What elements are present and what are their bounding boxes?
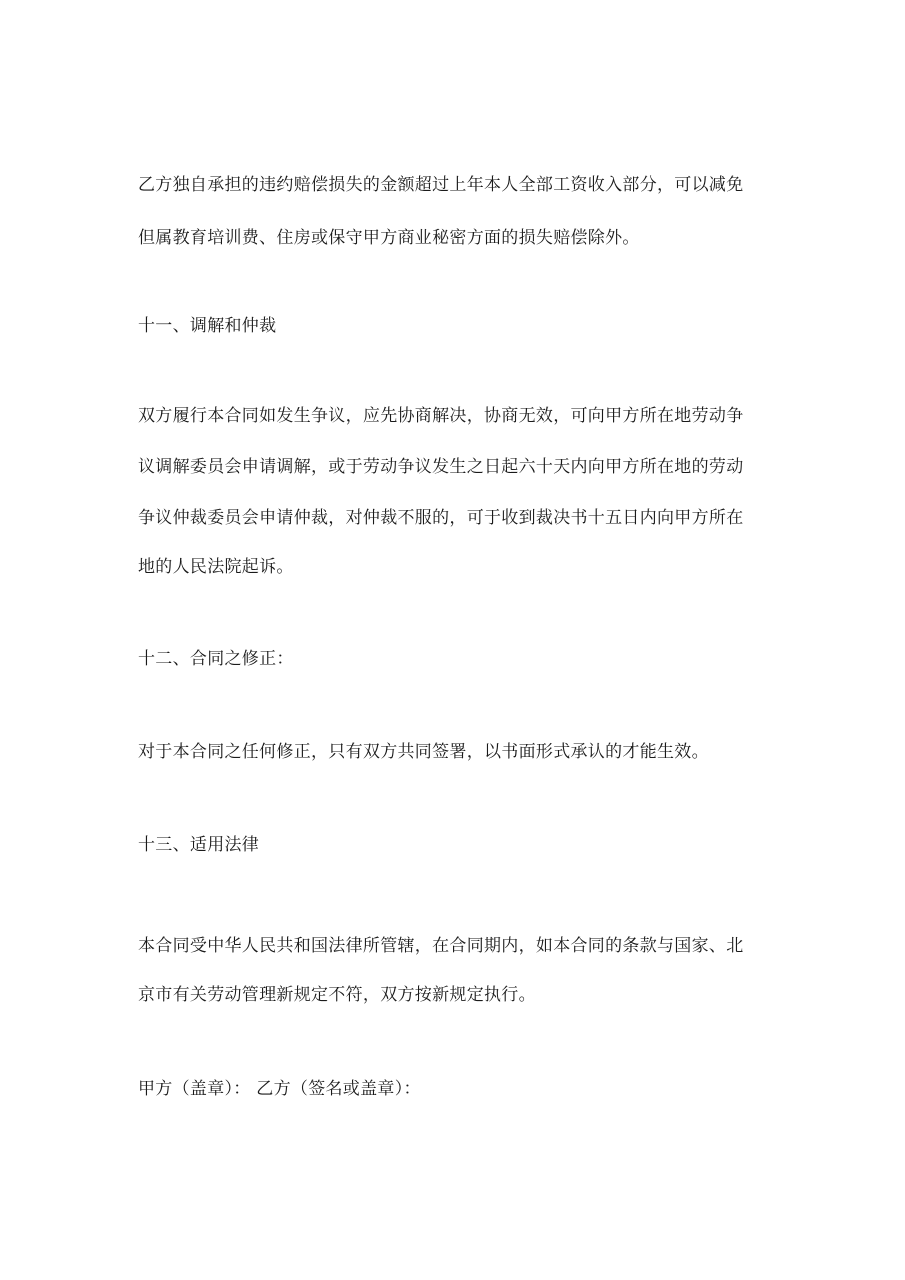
paragraph-liability-exemption-line-1: 乙方独自承担的违约赔偿损失的金额超过上年本人全部工资收入部分，可以减免 — [138, 175, 744, 195]
paragraph-governing-law-line-2: 京市有关劳动管理新规定不符，双方按新规定执行。 — [138, 985, 536, 1005]
section-heading-11: 十一、调解和仲裁 — [138, 316, 277, 336]
paragraph-liability-exemption-line-2: 但属教育培训费、住房或保守甲方商业秘密方面的损失赔偿除外。 — [138, 228, 640, 248]
paragraph-amendment-line-1: 对于本合同之任何修正，只有双方共同签署，以书面形式承认的才能生效。 — [138, 742, 709, 762]
paragraph-dispute-resolution-line-1: 双方履行本合同如发生争议，应先协商解决，协商无效，可向甲方所在地劳动争 — [138, 406, 744, 426]
section-heading-13: 十三、适用法律 — [138, 835, 260, 855]
paragraph-dispute-resolution-line-4: 地的人民法院起诉。 — [138, 557, 294, 577]
section-heading-12: 十二、合同之修正： — [138, 649, 294, 669]
paragraph-governing-law-line-1: 本合同受中华人民共和国法律所管辖，在合同期内，如本合同的条款与国家、北 — [138, 936, 744, 956]
paragraph-dispute-resolution-line-3: 争议仲裁委员会申请仲裁，对仲裁不服的，可于收到裁决书十五日内向甲方所在 — [138, 508, 744, 528]
paragraph-dispute-resolution-line-2: 议调解委员会申请调解，或于劳动争议发生之日起六十天内向甲方所在地的劳动 — [138, 457, 744, 477]
signature-line: 甲方（盖章）： 乙方（签名或盖章）： — [138, 1079, 421, 1099]
